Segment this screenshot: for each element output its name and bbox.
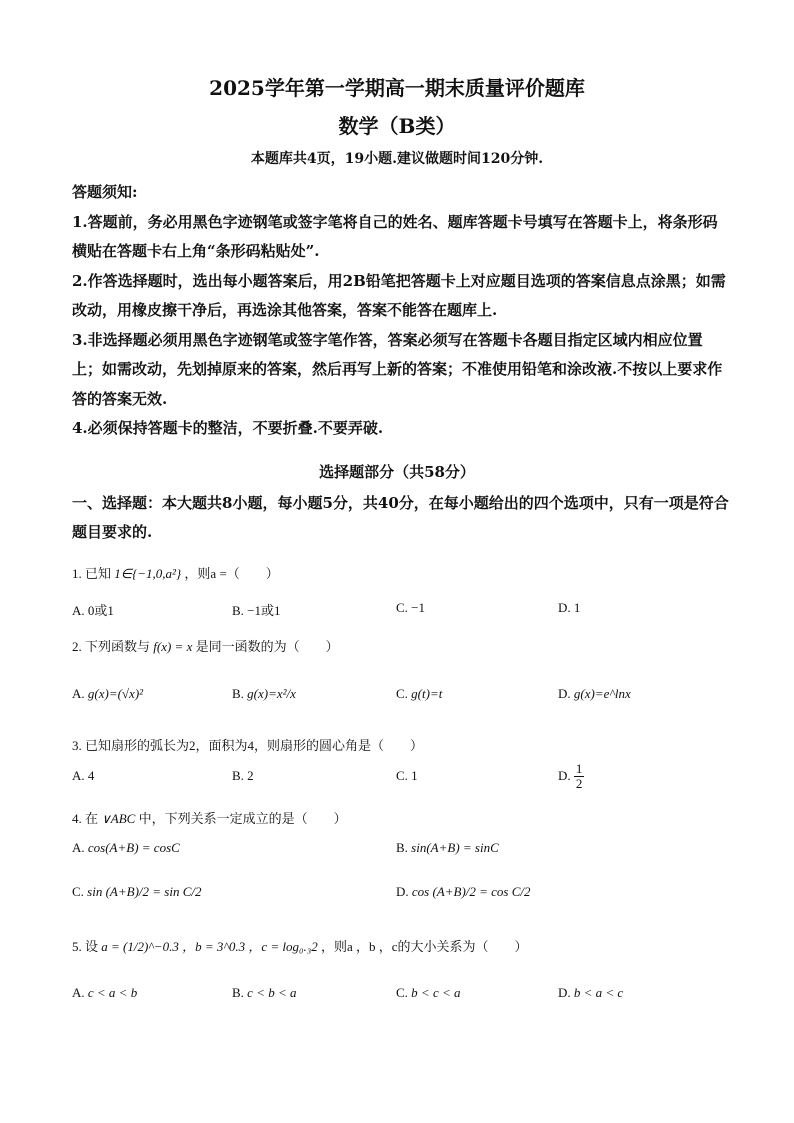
option-c: C. g(t)=t xyxy=(396,686,443,701)
option-b: B. g(x)=x²/x xyxy=(232,686,296,701)
option-c: C. −1 xyxy=(396,600,426,615)
q2-prefix: 2. 下列函数与 xyxy=(72,639,151,654)
q4-prefix: 4. 在 xyxy=(72,811,99,826)
option-c-math: b < c < a xyxy=(411,985,461,1000)
instruction-item: 1.答题前，务必用黑色字迹钢笔或签字笔将自己的姓名、题库答题卡号填写在答题卡上，将条形码横贴在答题卡右上角“条形码粘贴处”. xyxy=(72,212,718,260)
fraction-one-half: $\frac{1}{2}$ xyxy=(575,761,583,792)
q1-suffix: ，则a =（ ） xyxy=(184,566,279,581)
option-b: B. sin(A+B) = sinC xyxy=(396,840,499,855)
option-d: D. cos (A+B)/2 = cos C/2 xyxy=(396,884,531,899)
option-b: B. 2 xyxy=(232,768,254,783)
instruction-item: 2.作答选择题时，选出每小题答案后，用2B铅笔把答题卡上对应题目选项的答案信息点涂黑；如需改动，用橡皮擦干净后，再选涂其他答案，答案不能答在题库上. xyxy=(72,271,726,319)
option-c: C. b < c < a xyxy=(396,985,461,1000)
q4-math: ∨ABC xyxy=(101,811,136,826)
q4-suffix: 中，下列关系一定成立的是（ ） xyxy=(138,811,347,826)
q3-stem: 3. 已知扇形的弧长为2，面积为4，则扇形的圆心角是（ ） xyxy=(72,738,424,753)
option-d-math: b < a < c xyxy=(573,985,624,1000)
question-5-stem xyxy=(72,936,732,955)
option-b-math: sin(A+B) = sinC xyxy=(411,840,499,855)
option-d-math: cos (A+B)/2 = cos C/2 xyxy=(411,884,531,899)
option-a: A. 0或1 xyxy=(72,603,114,618)
instruction-item: 3.非选择题必须用黑色字迹钢笔或签字笔作答，答案必须写在答题卡各题目指定区域内相应位置上；如需改动，先划掉原来的答案，然后再写上新的答案；不准使用铅笔和涂改液.不按以上要求作答的答案无效. xyxy=(72,330,723,408)
option-a: A. 4 xyxy=(72,768,95,783)
option-b-math: c < b < a xyxy=(247,985,297,1000)
question-2-stem xyxy=(72,636,732,655)
option-c-math: g(t)=t xyxy=(411,686,443,701)
option-d: D. b < a < c xyxy=(558,985,624,1000)
option-b: B. −1或1 xyxy=(232,603,281,618)
option-b: B. c < b < a xyxy=(232,985,297,1000)
option-c-math: sin (A+B)/2 = sin C/2 xyxy=(87,884,202,899)
question-4-stem xyxy=(72,808,732,827)
question-3-stem xyxy=(72,735,732,754)
option-a: A. cos(A+B) = cosC xyxy=(72,840,180,855)
q5-prefix: 5. 设 xyxy=(72,939,99,954)
q5-math: a = (1/2)^−0.3 ，b = 3^0.3 ，c = log₀.₃2 xyxy=(101,939,318,954)
q2-suffix: 是同一函数的为（ ） xyxy=(195,639,339,654)
option-a-math: cos(A+B) = cosC xyxy=(87,840,180,855)
option-d: D. 1 xyxy=(558,600,581,615)
exam-note: 本题库共4页，19小题.建议做题时间120分钟. xyxy=(250,151,544,167)
q1-math: 1∈{−1,0,a²} xyxy=(114,566,182,581)
instructions xyxy=(72,178,732,444)
option-a-math: g(x)=(√x)² xyxy=(87,686,144,701)
exam-subject: 数学（B类） xyxy=(338,114,456,138)
option-b-math: g(x)=x²/x xyxy=(247,686,296,701)
option-c: C. sin (A+B)/2 = sin C/2 xyxy=(72,884,202,899)
part-intro: 一、选择题：本大题共8小题，每小题5分，共40分，在每小题给出的四个选项中，只有一项是符合题目要求的. xyxy=(72,494,729,541)
q2-math: f(x) = x xyxy=(153,639,193,654)
q1-prefix: 1. 已知 xyxy=(72,566,112,581)
option-d: D. g(x)=e^lnx xyxy=(558,686,631,701)
q5-suffix: ，则a ，b ，c的大小关系为（ ） xyxy=(321,939,528,954)
section-title: 选择题部分（共58分） xyxy=(319,463,475,481)
option-d-math: g(x)=e^lnx xyxy=(573,686,631,701)
option-a: A. c < a < b xyxy=(72,985,138,1000)
question-1-stem xyxy=(72,563,732,582)
option-c: C. 1 xyxy=(396,768,418,783)
instructions-heading: 答题须知: xyxy=(72,183,138,201)
option-a: A. g(x)=(√x)² xyxy=(72,686,144,701)
option-a-math: c < a < b xyxy=(87,985,138,1000)
instruction-item: 4.必须保持答题卡的整洁，不要折叠.不要弄破. xyxy=(72,419,384,437)
exam-title: 2025学年第一学期高一期末质量评价题库 xyxy=(209,76,585,100)
option-d: D. $\frac{1}{2}$ xyxy=(558,761,583,792)
